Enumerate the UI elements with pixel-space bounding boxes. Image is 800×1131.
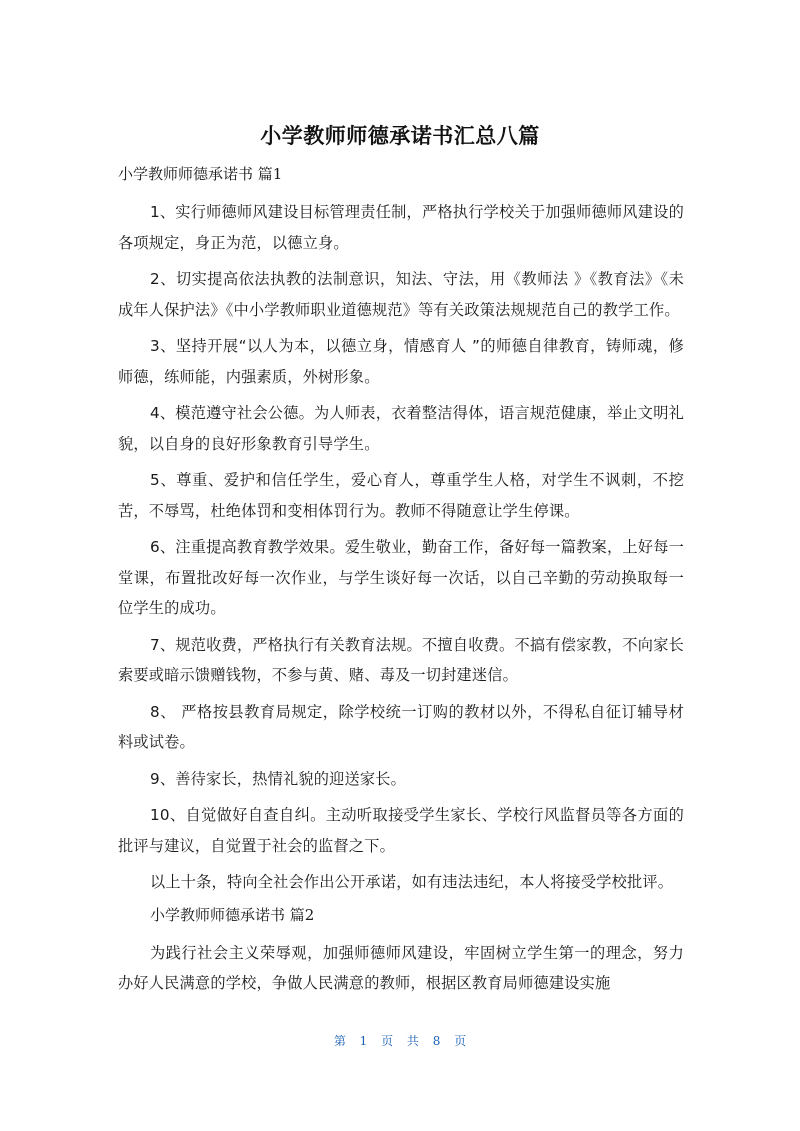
paragraph-2: 2、切实提高依法执教的法制意识，知法、守法，用《教师法 》《教育法》《未成年人保护法》《中小学教师职业道德规范》等有关政策法规规范自己的教学工作。 — [118, 270, 684, 319]
document-body — [118, 163, 684, 1005]
paragraph-section2: 为践行社会主义荣辱观，加强师德师风建设，牢固树立学生第一的理念，努力办好人民满意的学校，争做人民满意的教师，根据区教育局师德建设实施 — [118, 943, 684, 992]
document-title: 小学教师师德承诺书汇总八篇 — [260, 124, 540, 148]
paragraph-6: 6、注重提高教育教学效果。爱生敬业，勤奋工作，备好每一篇教案，上好每一堂课，布置批改好每一次作业，与学生谈好每一次话，以自己辛勤的劳动换取每一位学生的成功。 — [118, 538, 684, 617]
paragraph-4: 4、模范遵守社会公德。为人师表，衣着整洁得体，语言规范健康，举止文明礼貌，以自身的良好形象教育引导学生。 — [118, 404, 684, 453]
paragraph-10: 10、自觉做好自查自纠。主动听取接受学生家长、学校行风监督员等各方面的批评与建议，自觉置于社会的监督之下。 — [118, 806, 684, 855]
paragraph-5: 5、尊重、爱护和信任学生，爱心育人，尊重学生人格，对学生不讽刺，不挖苦，不辱骂，杜绝体罚和变相体罚行为。教师不得随意让学生停课。 — [118, 471, 684, 520]
paragraph-1: 1、实行师德师风建设目标管理责任制，严格执行学校关于加强师德师风建设的各项规定，身正为范，以德立身。 — [118, 203, 684, 252]
section-heading-1: 小学教师师德承诺书 篇1 — [118, 165, 283, 183]
paragraph-7: 7、规范收费，严格执行有关教育法规。不擅自收费。不搞有偿家教，不向家长索要或暗示馈赠钱物，不参与黄、赌、毒及一切封建迷信。 — [118, 635, 684, 684]
paragraph-3: 3、坚持开展“以人为本，以德立身，情感育人 ”的师德自律教育，铸师魂，修师德，练师能，内强素质，外树形象。 — [118, 337, 684, 386]
paragraph-8: 8、 严格按县教育局规定，除学校统一订购的教材以外，不得私自征订辅导材料或试卷。 — [118, 702, 684, 751]
paragraph-closing: 以上十条，特向全社会作出公开承诺，如有违法违纪，本人将接受学校批评。 — [150, 873, 674, 891]
page-number-footer: 第 1 页 共 8 页 — [333, 1034, 467, 1048]
section-heading-2: 小学教师师德承诺书 篇2 — [150, 905, 315, 924]
paragraph-9: 9、善待家长，热情礼貌的迎送家长。 — [150, 769, 407, 788]
